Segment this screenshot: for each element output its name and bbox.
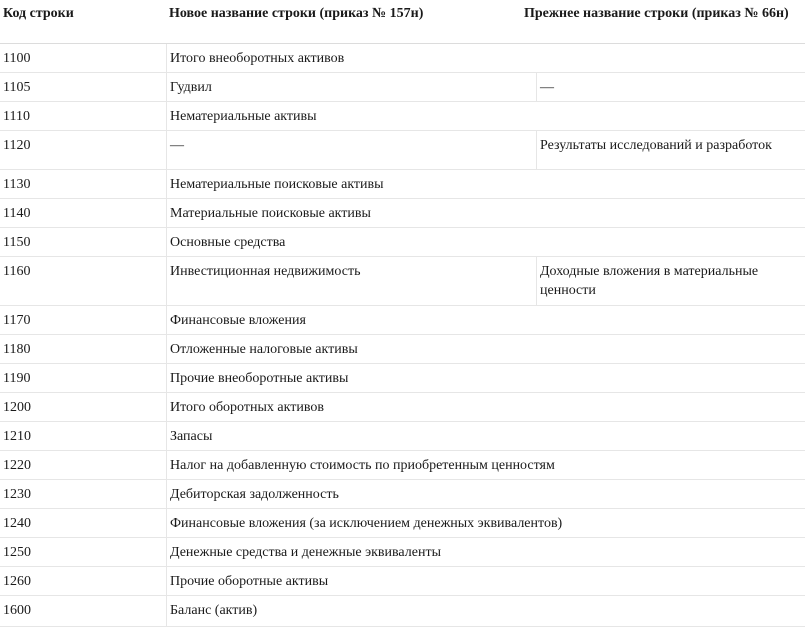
table-row — [0, 44, 805, 73]
row-code: 1105 — [3, 80, 31, 95]
row-new-name: Прочие оборотные активы — [166, 567, 536, 595]
table-row — [0, 596, 805, 627]
row-code: 1110 — [3, 109, 30, 124]
row-new-name: Гудвил — [166, 73, 536, 101]
row-new-name: Денежные средства и денежные эквиваленты — [166, 538, 536, 566]
row-new-name: Нематериальные активы — [166, 102, 536, 130]
row-code: 1600 — [3, 603, 31, 618]
table-row — [0, 364, 805, 393]
table-row — [0, 306, 805, 335]
row-code: 1200 — [3, 400, 31, 415]
header-old-name: Прежнее название строки (приказ № 66н) — [524, 6, 789, 21]
header-new-name: Новое название строки (приказ № 157н) — [169, 6, 424, 21]
table-row — [0, 73, 805, 102]
table-row — [0, 567, 805, 596]
row-code: 1210 — [3, 429, 31, 444]
row-new-name: Нематериальные поисковые активы — [166, 170, 536, 198]
row-new-name: Инвестиционная недвижимость — [166, 257, 536, 305]
table-row — [0, 228, 805, 257]
row-new-name: Запасы — [166, 422, 536, 450]
row-new-name: Баланс (актив) — [166, 596, 536, 626]
row-new-name: Налог на добавленную стоимость по приобретенным ценностям — [166, 451, 616, 479]
row-code: 1240 — [3, 516, 31, 531]
row-code: 1120 — [3, 138, 31, 153]
row-code: 1180 — [3, 342, 31, 357]
row-new-name: Прочие внеоборотные активы — [166, 364, 536, 392]
row-code: 1170 — [3, 313, 31, 328]
row-new-name: Итого внеоборотных активов — [166, 44, 536, 72]
row-code: 1220 — [3, 458, 31, 473]
table-row — [0, 538, 805, 567]
table-row — [0, 199, 805, 228]
row-code: 1230 — [3, 487, 31, 502]
table-row — [0, 335, 805, 364]
row-code: 1140 — [3, 206, 31, 221]
row-code: 1190 — [3, 371, 31, 386]
table-row — [0, 422, 805, 451]
row-code: 1100 — [3, 51, 31, 66]
row-code: 1150 — [3, 235, 31, 250]
table-row — [0, 257, 805, 306]
row-new-name: — — [166, 131, 536, 169]
row-new-name: Отложенные налоговые активы — [166, 335, 536, 363]
row-old-name: — — [536, 73, 805, 101]
table-row — [0, 393, 805, 422]
header-code: Код строки — [3, 6, 74, 21]
row-old-name: Результаты исследований и разработок — [536, 131, 805, 169]
row-new-name: Материальные поисковые активы — [166, 199, 536, 227]
table-header-row — [0, 0, 805, 44]
row-code: 1250 — [3, 545, 31, 560]
row-code: 1130 — [3, 177, 31, 192]
row-new-name: Финансовые вложения (за исключением денежных эквивалентов) — [166, 509, 626, 537]
row-code: 1160 — [3, 264, 31, 279]
row-new-name: Основные средства — [166, 228, 536, 256]
table-row — [0, 102, 805, 131]
row-new-name: Итого оборотных активов — [166, 393, 536, 421]
table-row — [0, 131, 805, 170]
row-new-name: Дебиторская задолженность — [166, 480, 536, 508]
table-row — [0, 451, 805, 480]
table-row — [0, 509, 805, 538]
row-new-name: Финансовые вложения — [166, 306, 536, 334]
table-row — [0, 170, 805, 199]
row-old-name: Доходные вложения в материальные ценности — [536, 257, 805, 305]
row-code: 1260 — [3, 574, 31, 589]
table-row — [0, 480, 805, 509]
